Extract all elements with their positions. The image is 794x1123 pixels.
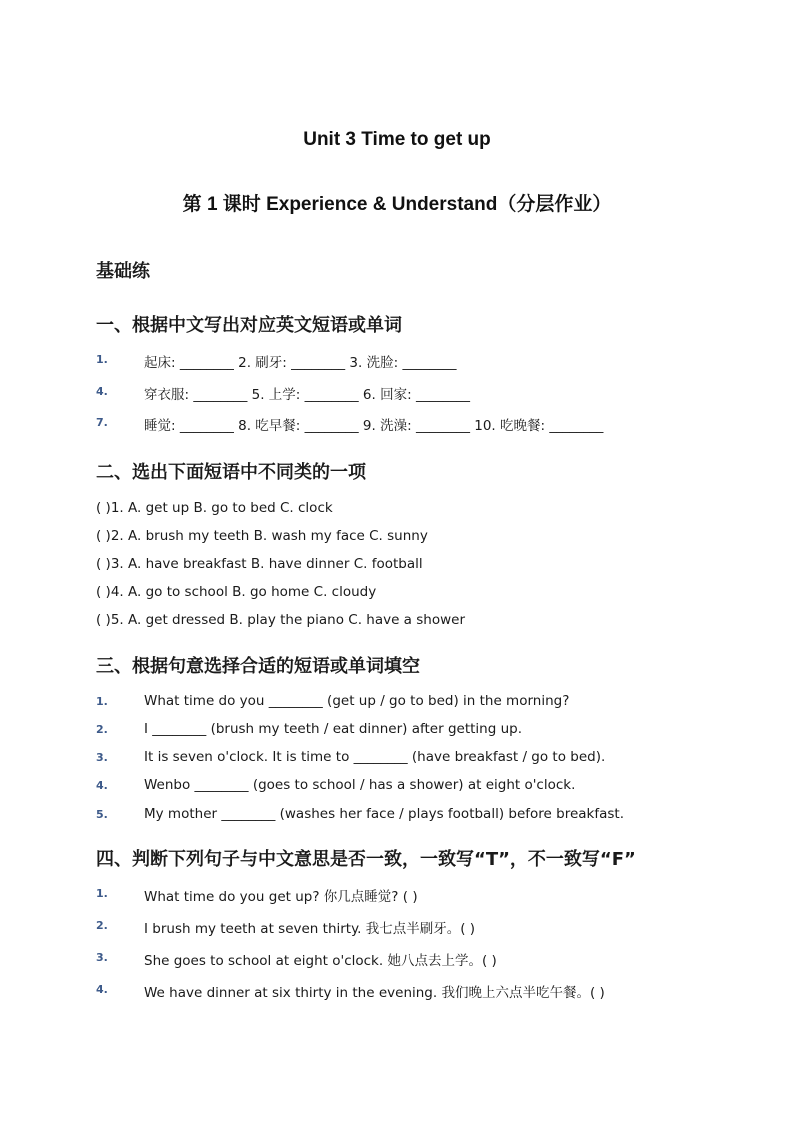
item-number: 3. — [96, 751, 108, 764]
section-3-heading: 三、根据句意选择合适的短语或单词填空 — [96, 656, 420, 677]
item-text: We have dinner at six thirty in the evening. 我们晚上六点半吃午餐。( ) — [144, 985, 605, 1001]
item-number: 2. — [96, 723, 108, 736]
item-number: 5. — [96, 808, 108, 821]
item-text: What time do you ________ (get up / go to bed) in the morning? — [144, 693, 570, 709]
item-number: 2. — [96, 919, 108, 932]
item-number: 3. — [96, 951, 108, 964]
list-item: ( )5. A. get dressed B. play the piano C. have a shower — [96, 612, 465, 628]
item-text: 起床: ________ 2. 刷牙: ________ 3. 洗脸: ________ — [144, 355, 457, 371]
item-text: 睡觉: ________ 8. 吃早餐: ________ 9. 洗澡: ________ 10. 吃晚餐: ________ — [144, 418, 604, 434]
item-text: Wenbo ________ (goes to school / has a shower) at eight o'clock. — [144, 777, 576, 793]
list-item: ( )4. A. go to school B. go home C. cloudy — [96, 584, 377, 600]
item-text: It is seven o'clock. It is time to ________ (have breakfast / go to bed). — [144, 749, 606, 765]
item-number: 4. — [96, 779, 108, 792]
item-number: 1. — [96, 353, 108, 366]
item-number: 1. — [96, 695, 108, 708]
item-text: 穿衣服: ________ 5. 上学: ________ 6. 回家: ________ — [144, 387, 470, 403]
item-text: I brush my teeth at seven thirty. 我七点半刷牙。( ) — [144, 921, 476, 937]
page-title: Unit 3 Time to get up — [303, 129, 491, 150]
item-text: What time do you get up? 你几点睡觉? ( ) — [144, 889, 418, 905]
item-number: 4. — [96, 983, 108, 996]
list-item: ( )3. A. have breakfast B. have dinner C. football — [96, 556, 423, 572]
section-2-heading: 二、选出下面短语中不同类的一项 — [96, 462, 366, 483]
section-1-heading: 一、根据中文写出对应英文短语或单词 — [96, 315, 402, 336]
item-text: I ________ (brush my teeth / eat dinner) after getting up. — [144, 721, 522, 737]
list-item: ( )1. A. get up B. go to bed C. clock — [96, 500, 333, 516]
item-text: My mother ________ (washes her face / plays football) before breakfast. — [144, 806, 624, 822]
level-heading: 基础练 — [96, 261, 150, 282]
item-number: 1. — [96, 887, 108, 900]
lesson-subtitle: 第 1 课时 Experience & Understand（分层作业） — [182, 194, 612, 215]
item-number: 7. — [96, 416, 108, 429]
section-4-heading: 四、判断下列句子与中文意思是否一致，一致写“T”，不一致写“F” — [96, 849, 636, 870]
item-text: She goes to school at eight o'clock. 她八点去上学。( ) — [144, 953, 497, 969]
item-number: 4. — [96, 385, 108, 398]
list-item: ( )2. A. brush my teeth B. wash my face C. sunny — [96, 528, 428, 544]
